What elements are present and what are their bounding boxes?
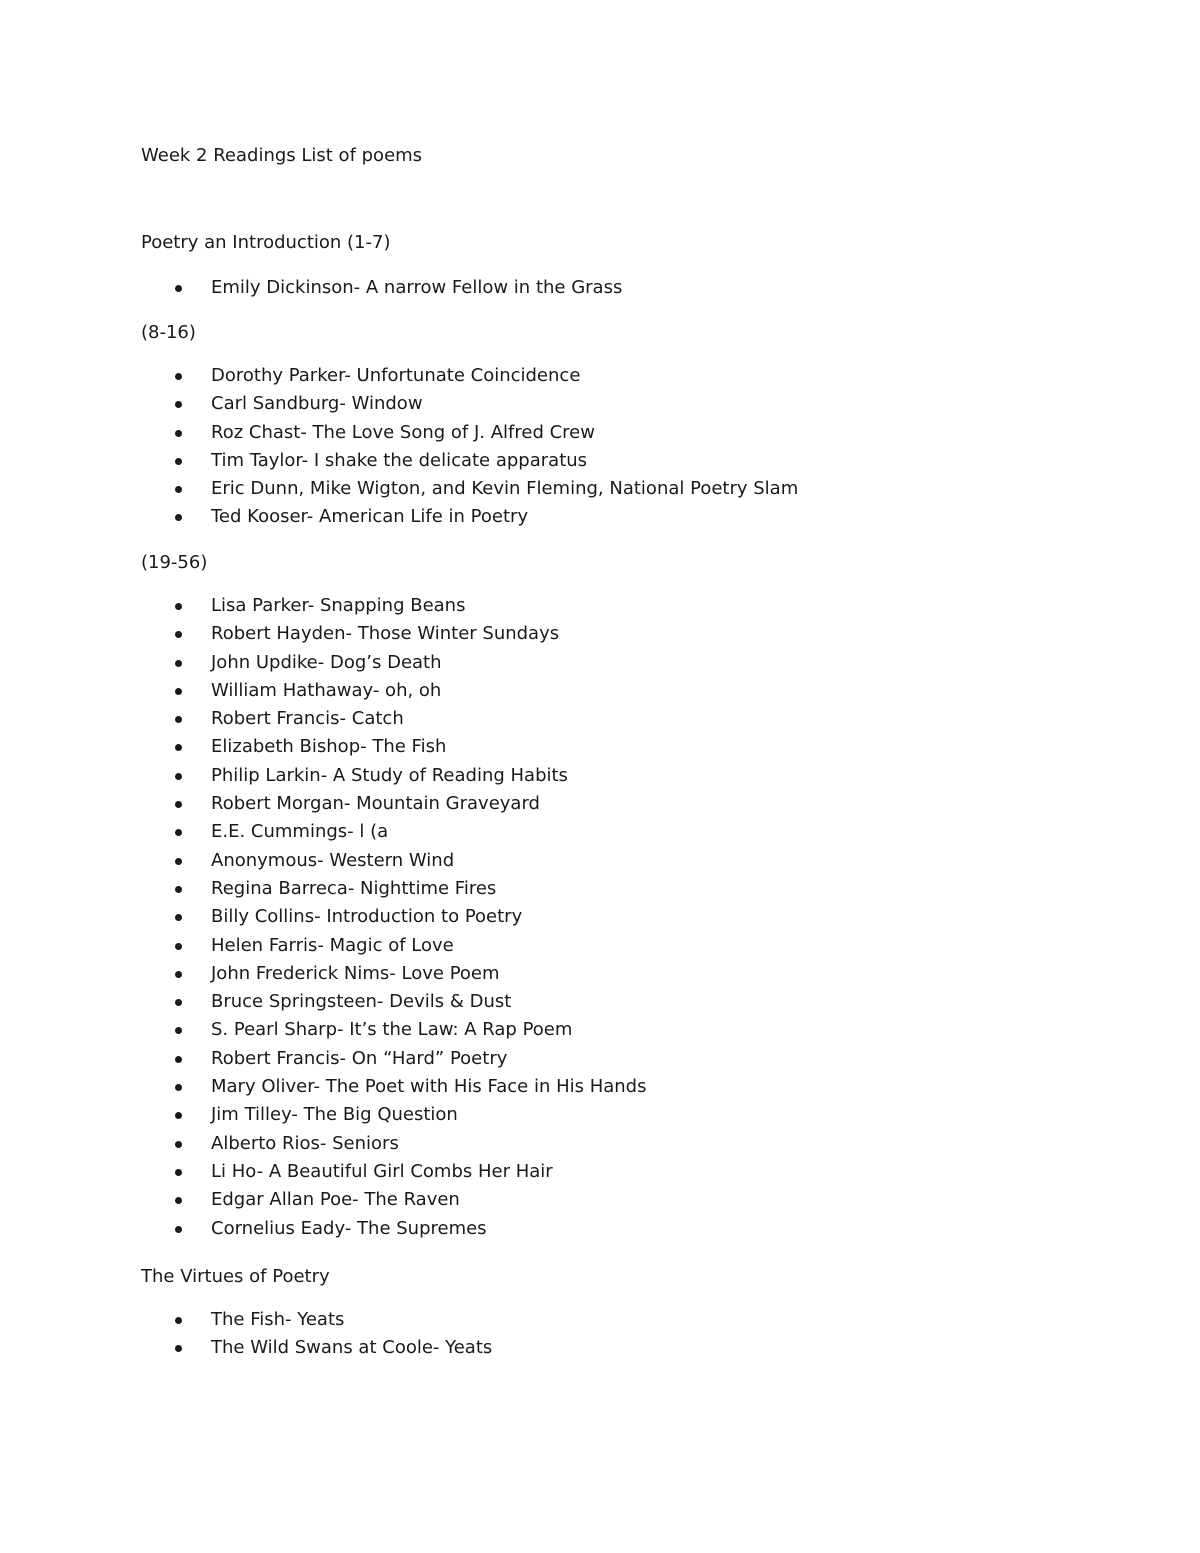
bullet-icon xyxy=(175,1056,182,1063)
bullet-icon xyxy=(175,486,182,493)
bullet-icon xyxy=(175,688,182,695)
bullet-icon xyxy=(175,1317,182,1324)
bullet-icon xyxy=(175,999,182,1006)
section-heading: Poetry an Introduction (1-7) xyxy=(141,232,391,253)
bullet-icon xyxy=(175,1345,182,1352)
bullet-icon xyxy=(175,1169,182,1176)
section-heading: (19-56) xyxy=(141,552,208,573)
bullet-icon xyxy=(175,603,182,610)
bullet-icon xyxy=(175,744,182,751)
bullet-icon xyxy=(175,631,182,638)
bullet-icon xyxy=(175,943,182,950)
bullet-icon xyxy=(175,1226,182,1233)
section-heading: The Virtues of Poetry xyxy=(141,1266,330,1287)
bullet-icon xyxy=(175,1112,182,1119)
bullet-icon xyxy=(175,716,182,723)
bullet-icon xyxy=(175,401,182,408)
bullet-icon xyxy=(175,971,182,978)
bullet-icon xyxy=(175,829,182,836)
bullet-icon xyxy=(175,514,182,521)
bullet-icon xyxy=(175,430,182,437)
bullet-icon xyxy=(175,1197,182,1204)
bullet-icon xyxy=(175,373,182,380)
document-title: Week 2 Readings List of poems xyxy=(141,145,423,166)
section-heading: (8-16) xyxy=(141,322,196,343)
bullet-icon xyxy=(175,660,182,667)
bullet-icon xyxy=(175,1084,182,1091)
bullet-icon xyxy=(175,458,182,465)
bullet-icon xyxy=(175,886,182,893)
document-page: Week 2 Readings List of poems Poetry an Introduction (1-7) Emily Dickinson- A narrow Fellow in the Grass (8-16) Dorothy Parker- Unfortunate Coincidence Carl Sandburg- Window Roz Chast- The Love Song of J. Alfred Crew Tim Taylor- I shake the delicate apparatus Eric Dunn, Mike Wigton, and Kevin Fleming, National Poetry Slam Ted Kooser- American Life in Poetry (19-56) Lisa Parker- Snapping Beans Robert Hayden- Those Winter Sundays John Updike- Dog’s Death William Hathaway- oh, oh Robert Francis- Catch Elizabeth Bishop- The Fish Philip Larkin- A Study of Reading Habits Robert Morgan- Mountain Graveyard E.E. Cummings- l (a Anonymous- Western Wind Regina Barreca- Nighttime Fires Billy Collins- Introduction to Poetry Helen Farris- Magic of Love John Frederick Nims- Love Poem Bruce Springsteen- Devils & Dust S. Pearl Sharp- It’s the Law: A Rap Poem Robert Francis- On “Hard” Poetry Mary Oliver- The Poet with His Face in His Hands Jim Tilley- The Big Question Alberto Rios- Seniors Li Ho- A Beautiful Girl Combs Her Hair Edgar Allan Poe- The Raven Cornelius Eady- The Supremes The Virtues of Poetry The Fish- Yeats The Wild Swans at Coole- Yeats xyxy=(0,0,1200,1553)
bullet-icon xyxy=(175,773,182,780)
bullet-icon xyxy=(175,914,182,921)
bullet-icon xyxy=(175,1141,182,1148)
bullet-icon xyxy=(175,858,182,865)
bullet-icon xyxy=(175,1027,182,1034)
bullet-icon xyxy=(175,285,182,292)
bullet-icon xyxy=(175,801,182,808)
